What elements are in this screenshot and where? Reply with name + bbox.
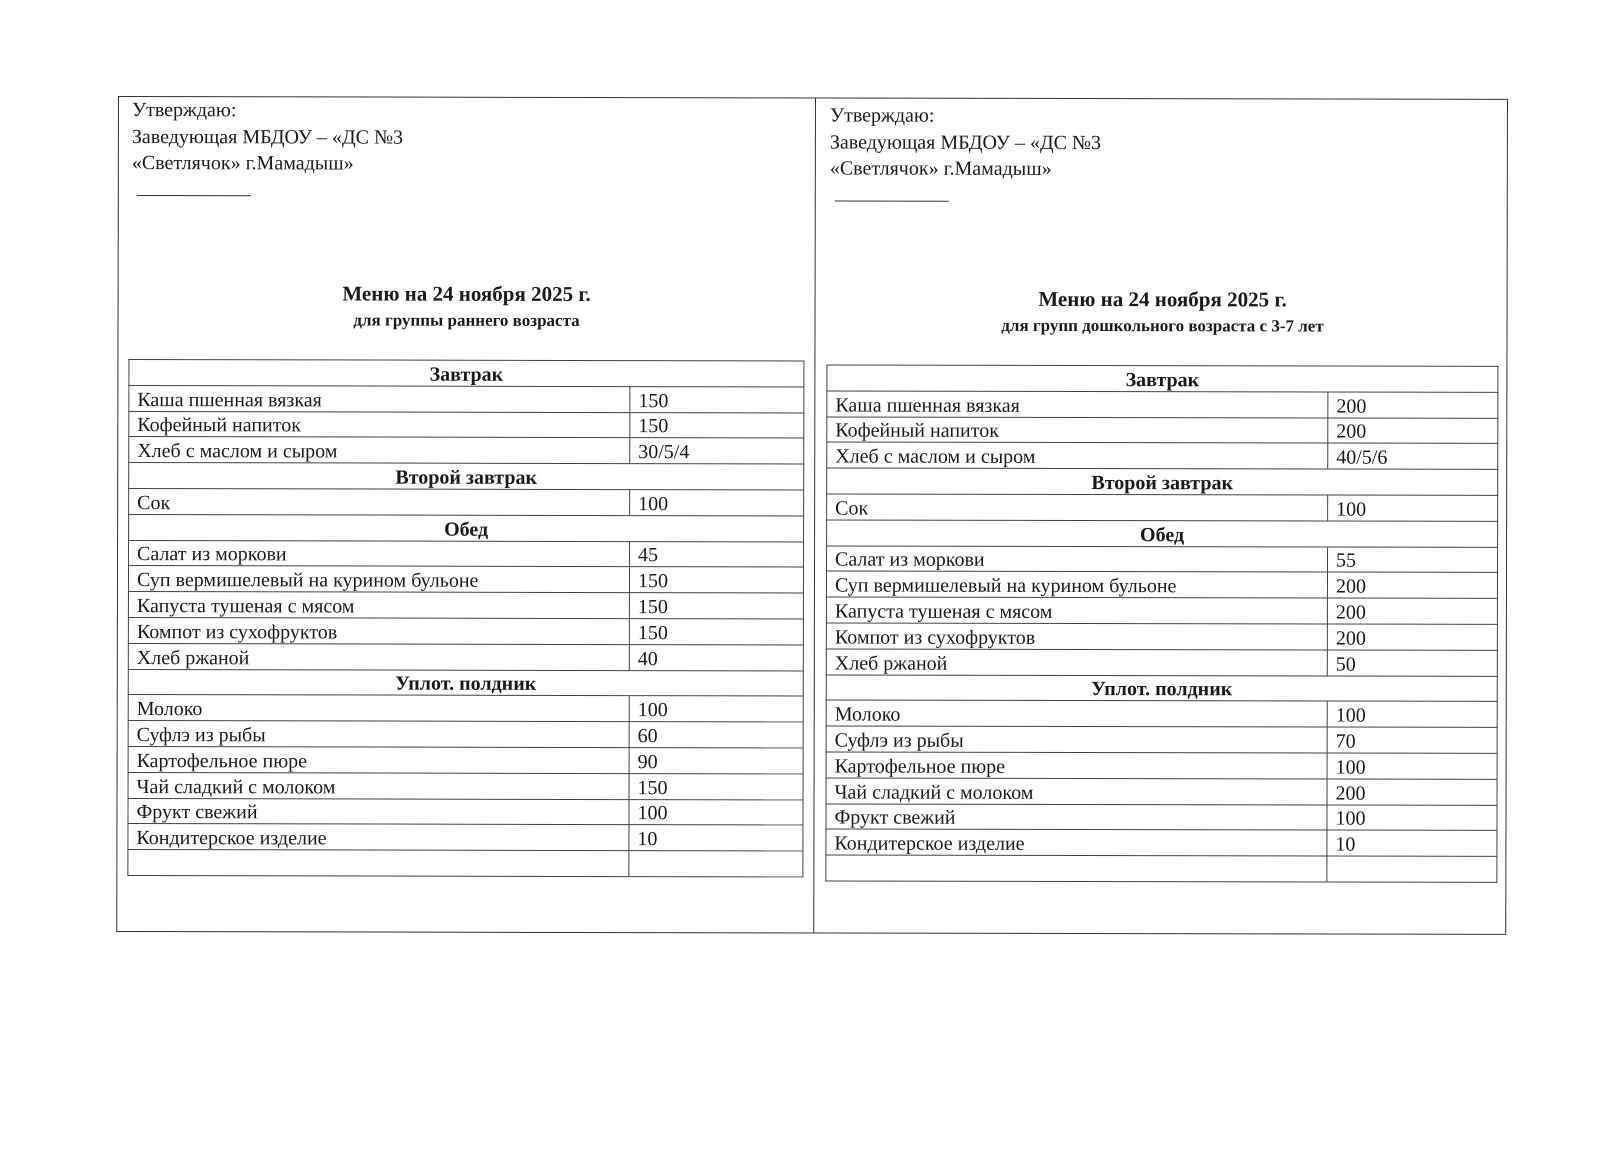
table-row xyxy=(827,417,1498,444)
table-row xyxy=(128,695,803,722)
dish-portion: 90 xyxy=(629,748,803,774)
section-header-row xyxy=(128,669,803,696)
menu-subtitle: для групп дошкольного возраста с 3-7 лет xyxy=(1001,315,1324,336)
section-heading: Второй завтрак xyxy=(827,468,1498,495)
section-header-row xyxy=(827,365,1498,392)
dish-name: Хлеб ржаной xyxy=(826,649,1327,676)
dish-portion: 55 xyxy=(1328,547,1498,573)
dish-name: Картофельное пюре xyxy=(128,746,629,773)
table-row xyxy=(826,571,1497,598)
dish-name: Кондитерское изделие xyxy=(128,824,629,851)
table-row xyxy=(826,752,1497,779)
section-heading: Уплот. полдник xyxy=(128,669,803,696)
dish-name: Хлеб ржаной xyxy=(128,643,629,670)
section-heading: Уплот. полдник xyxy=(826,675,1497,702)
dish-name: Суп вермишелевый на курином бульоне xyxy=(826,571,1327,598)
column-divider xyxy=(813,98,816,932)
dish-portion: 150 xyxy=(629,567,803,593)
table-row xyxy=(826,623,1497,650)
dish-name: Суфлэ из рыбы xyxy=(826,726,1327,753)
dish-name: Кофейный напиток xyxy=(129,411,630,438)
dish-portion: 200 xyxy=(1327,779,1497,805)
dish-name: Компот из сухофруктов xyxy=(128,617,629,644)
dish-name: Салат из моркови xyxy=(827,546,1328,573)
dish-portion: 200 xyxy=(1327,598,1497,624)
dish-portion xyxy=(629,851,803,877)
dish-portion: 100 xyxy=(1328,495,1498,521)
menu-title: Меню на 24 ноября 2025 г. xyxy=(1038,286,1287,312)
table-row xyxy=(128,617,803,644)
menu-subtitle: для группы раннего возраста xyxy=(353,310,580,330)
dish-name: Сок xyxy=(827,494,1328,521)
dish-portion: 30/5/4 xyxy=(630,438,804,464)
dish-portion: 200 xyxy=(1327,572,1497,598)
table-row xyxy=(129,385,804,412)
dish-name: Хлеб с маслом и сыром xyxy=(129,437,630,464)
table-row xyxy=(129,411,804,438)
dish-name: Суфлэ из рыбы xyxy=(128,721,629,748)
dish-name: Каша пшенная вязкая xyxy=(129,385,630,412)
dish-portion: 45 xyxy=(630,541,804,567)
table-row xyxy=(827,546,1498,573)
table-row xyxy=(128,824,803,851)
table-row xyxy=(129,489,804,516)
dish-name: Салат из моркови xyxy=(129,540,630,567)
signature-line xyxy=(835,201,949,202)
section-header-row xyxy=(129,360,804,387)
dish-portion: 100 xyxy=(630,490,804,516)
dish-portion: 150 xyxy=(630,386,804,412)
approval-line: Заведующая МБДОУ – «ДС №3 xyxy=(829,130,1102,154)
panel-preschool xyxy=(827,102,1499,856)
table-row xyxy=(826,855,1497,882)
dish-portion: 60 xyxy=(629,722,803,748)
dish-portion: 40 xyxy=(629,644,803,670)
dish-portion: 10 xyxy=(629,825,803,851)
dish-name: Фрукт свежий xyxy=(826,804,1327,831)
table-row xyxy=(827,442,1498,469)
table-row xyxy=(128,798,803,825)
dish-portion xyxy=(1327,856,1497,882)
table-row xyxy=(827,391,1498,418)
dish-portion: 70 xyxy=(1327,727,1497,753)
section-heading: Второй завтрак xyxy=(129,463,804,490)
dish-portion: 40/5/6 xyxy=(1328,443,1498,469)
dish-portion: 150 xyxy=(629,593,803,619)
table-row xyxy=(826,649,1497,676)
approval-line: Утверждаю: xyxy=(131,99,237,122)
dish-name: Хлеб с маслом и сыром xyxy=(827,442,1328,469)
dish-portion: 150 xyxy=(629,773,803,799)
section-heading: Обед xyxy=(129,514,804,541)
dish-name: Каша пшенная вязкая xyxy=(827,391,1328,418)
dish-name: Молоко xyxy=(826,700,1327,727)
signature-line xyxy=(137,195,251,196)
table-row xyxy=(128,850,803,877)
table-row xyxy=(129,540,804,567)
table-row xyxy=(128,746,803,773)
table-row xyxy=(128,566,803,593)
section-heading: Завтрак xyxy=(827,365,1498,392)
section-header-row xyxy=(129,514,804,541)
dish-portion: 200 xyxy=(1328,418,1498,444)
approval-block xyxy=(830,102,1101,182)
approval-block xyxy=(132,97,403,177)
dish-name xyxy=(826,855,1327,882)
table-row xyxy=(128,592,803,619)
section-header-row xyxy=(129,463,804,490)
section-heading: Обед xyxy=(827,520,1498,547)
table-row xyxy=(826,700,1497,727)
menu-table xyxy=(825,364,1498,882)
dish-portion: 200 xyxy=(1327,624,1497,650)
table-row xyxy=(128,643,803,670)
dish-name: Чай сладкий с молоком xyxy=(826,778,1327,805)
dish-portion: 200 xyxy=(1328,392,1498,418)
table-row xyxy=(128,772,803,799)
section-heading: Завтрак xyxy=(129,360,804,387)
table-row xyxy=(827,494,1498,521)
table-row xyxy=(129,437,804,464)
dish-portion: 100 xyxy=(1327,805,1497,831)
section-header-row xyxy=(826,675,1497,702)
approval-line: «Светлячок» г.Мамадыш» xyxy=(829,157,1052,180)
dish-name: Фрукт свежий xyxy=(128,798,629,825)
dish-name xyxy=(128,850,629,877)
dish-portion: 50 xyxy=(1327,650,1497,676)
dish-name: Капуста тушеная с мясом xyxy=(826,597,1327,624)
panel-early-age xyxy=(129,97,805,851)
dish-portion: 100 xyxy=(629,799,803,825)
menu-table xyxy=(127,359,804,877)
dish-portion: 100 xyxy=(1327,753,1497,779)
dish-name: Капуста тушеная с мясом xyxy=(128,592,629,619)
dish-portion: 150 xyxy=(630,412,804,438)
approval-line: Утверждаю: xyxy=(829,104,935,127)
approval-line: «Светлячок» г.Мамадыш» xyxy=(131,152,354,175)
section-header-row xyxy=(827,520,1498,547)
table-row xyxy=(826,829,1497,856)
dish-name: Молоко xyxy=(128,695,629,722)
dish-name: Сок xyxy=(129,489,630,516)
dish-name: Кофейный напиток xyxy=(827,417,1328,444)
table-row xyxy=(826,804,1497,831)
menu-title: Меню на 24 ноября 2025 г. xyxy=(342,281,591,306)
dish-name: Кондитерское изделие xyxy=(826,829,1327,856)
table-row xyxy=(826,778,1497,805)
dish-portion: 150 xyxy=(629,619,803,645)
table-row xyxy=(826,726,1497,753)
dish-name: Чай сладкий с молоком xyxy=(128,772,629,799)
dish-portion: 100 xyxy=(629,696,803,722)
dish-portion: 100 xyxy=(1327,701,1497,727)
dish-name: Картофельное пюре xyxy=(826,752,1327,779)
table-row xyxy=(128,721,803,748)
dish-name: Суп вермишелевый на курином бульоне xyxy=(128,566,629,593)
section-header-row xyxy=(827,468,1498,495)
menu-sheet xyxy=(116,96,1508,935)
dish-name: Компот из сухофруктов xyxy=(826,623,1327,650)
table-row xyxy=(826,597,1497,624)
approval-line: Заведующая МБДОУ – «ДС №3 xyxy=(131,125,404,149)
dish-portion: 10 xyxy=(1327,830,1497,856)
